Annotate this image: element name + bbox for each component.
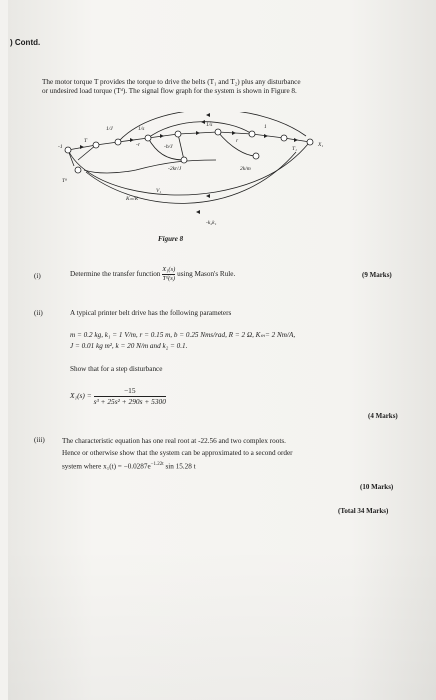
label-minus-2kr: -2kr/J xyxy=(168,166,182,172)
q2-marks: (4 Marks) xyxy=(368,412,398,420)
q1-text xyxy=(70,266,235,283)
q1-frac-top: X₁(s) xyxy=(162,266,176,273)
q3-line-3-b: sin 15.28 t xyxy=(163,462,196,471)
q1-marks: (9 Marks) xyxy=(362,271,392,279)
signal-flow-graph xyxy=(56,112,346,240)
intro-paragraph xyxy=(42,78,414,96)
label-r: r xyxy=(236,138,239,144)
page-shadow xyxy=(8,545,436,700)
q3-line-3 xyxy=(62,460,196,471)
label-t: T xyxy=(84,138,88,144)
q2-equation xyxy=(70,386,166,407)
label-one-over-j: 1/J xyxy=(106,126,113,132)
figure-caption: Figure 8 xyxy=(158,235,184,243)
q3-number: (iii) xyxy=(34,436,45,444)
intro-line-1: The motor torque T provides the torque to drive the belts (T₁ and T₂) plus any disturbance xyxy=(42,78,301,86)
q3-line-1: The characteristic equation has one real root at -22.56 and two complex roots. xyxy=(62,437,286,445)
q3-line-3-a: system where x₁(t) = −0.0287e xyxy=(62,462,151,471)
q2-text: A typical printer belt drive has the following parameters xyxy=(70,309,232,317)
section-header: ) Contd. xyxy=(10,38,41,47)
q1-frac-bottom: Tᵈ(s) xyxy=(162,275,175,282)
label-one: 1 xyxy=(264,124,267,130)
label-minus-r: -r xyxy=(136,142,140,148)
q2-show-text: Show that for a step disturbance xyxy=(70,365,163,373)
label-x1: X₁ xyxy=(318,142,324,148)
q2-params-line-1: m = 0.2 kg, k₁ = 1 V/m, r = 0.15 m, b = 0.25 Nms/rad, R = 2 Ω, Kₘ= 2 Nm/A, xyxy=(70,331,296,339)
q2-eq-numerator: −15 xyxy=(94,386,166,397)
label-minus-b-over-j: -b/J xyxy=(164,144,173,150)
label-s-inv-a: 1/s xyxy=(138,126,145,132)
q2-params-line-2: J = 0.01 kg m², k = 20 N/m and k₂ = 0.1. xyxy=(70,342,188,350)
q2-eq-fraction xyxy=(94,386,166,407)
label-minus-one: -1 xyxy=(58,144,63,150)
label-v1: V₁ xyxy=(156,188,162,194)
total-marks: (Total 34 Marks) xyxy=(338,507,389,515)
label-k2k1: -k₂k₁ xyxy=(206,220,217,226)
label-t1: T₁ xyxy=(292,146,297,152)
q1-number: (i) xyxy=(34,272,41,280)
q3-marks: (10 Marks) xyxy=(360,483,394,491)
q2-number: (ii) xyxy=(34,309,43,317)
intro-line-2: or undesired load torque (Tᵈ). The signal flow graph for the system is shown in Figure 8. xyxy=(42,87,297,95)
label-td: Tᵈ xyxy=(62,178,67,184)
q2-eq-denominator: s³ + 25s² + 290s + 5300 xyxy=(93,397,166,406)
q1-text-after: using Mason's Rule. xyxy=(177,270,236,279)
q1-text-before: Determine the transfer function xyxy=(70,270,161,279)
document-page xyxy=(8,0,436,700)
q1-fraction xyxy=(162,266,175,283)
q3-line-2: Hence or otherwise show that the system can be approximated to a second order xyxy=(62,449,293,457)
q3-exponent: −1.22t xyxy=(150,462,164,467)
label-two-k-over-m: 2k/m xyxy=(240,166,251,172)
label-km-over-r: Kₘ/R xyxy=(126,196,138,202)
label-s-inv-b: 1/s xyxy=(206,122,213,128)
q2-eq-lhs: X₁(s) = xyxy=(70,391,92,401)
